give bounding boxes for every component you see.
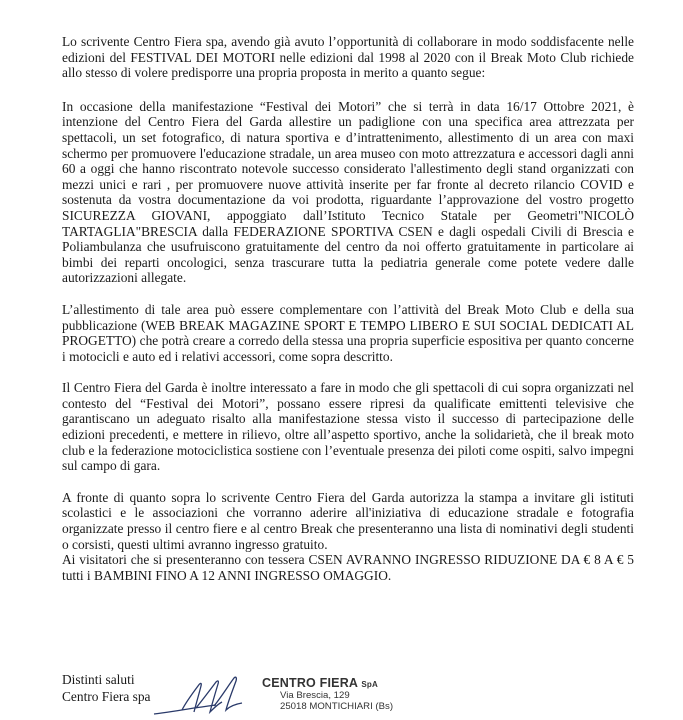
closing-greeting: Distinti saluti: [62, 672, 135, 687]
paragraph-emittenti: Il Centro Fiera del Garda è inoltre interessato a fare in modo che gli spettacoli di cui sopra organizzati nel contesto del “Festival dei Motori”, possano essere ripresi da qualificate emittenti televisive che garantiscano un adeguato risalto alla manifestazione stessa visto il successo di partecipazione delle edizioni precedenti, e mettere in rilievo, oltre all’aspetto sportivo, anche la solidarietà, che il break moto club e la federazione motociclistica sostiene con l’eventuale presenza dei piloti come ospiti, salvo impegni sul campo di gara.: [62, 380, 634, 474]
stamp-street: Via Brescia, 129: [280, 690, 350, 701]
paragraph-festival: In occasione della manifestazione “Festival dei Motori” che si terrà in data 16/17 Ottobre 2021, è intenzione del Centro Fiera del Garda allestire un padiglione con una specifica area attrezzata per spettacoli, un set fotografico, di natura sportiva e d’intrattenimento, allestimento di un area con maxi schermo per promuovere l'educazione stradale, un area museo con moto attrezzatura e accessori dagli anni 60 a oggi che hanno riscontrato notevole successo considerato l'allestimento degli stand organizzati con mezzi unici e rari , per promuovere nuove attività inserite per far fronte al decreto rilancio COVID e sostenuta da vostra documentazione da voi prodotta, riguardante l’approvazione del vostro progetto SICUREZZA GIOVANI, appoggiato dall’Istituto Tecnico Statale per Geometri"NICOLÒ TARTAGLIA"BRESCIA dalla FEDERAZIONE SPORTIVA CSEN e dagli ospedali Civili di Brescia e Poliambulanza che usufruiscono gratuitamente del centro da noi offerto gratuitamente in particolare ai bimbi dei reparti oncologici, senza trascurare tutta la pediatria generale come potete vedere dalle autorizzazioni allegate.: [62, 98, 634, 286]
handwritten-signature: [152, 672, 262, 718]
paragraph-stampa: A fronte di quanto sopra lo scrivente Centro Fiera del Garda autorizza la stampa a invitare gli istituti scolastici e le associazioni che vorranno aderire all'iniziativa di educazione stradale e fotografia organizzate presso il centro fiere e al centro Break che presenteranno una lista di nominativi degli studenti o corsisti, questi ultimi avranno ingresso gratuito.: [62, 489, 634, 552]
closing: [62, 671, 151, 705]
stamp-company-suffix: SpA: [361, 680, 378, 689]
paragraph-visitatori: Ai visitatori che si presenteranno con tessera CSEN AVRANNO INGRESSO RIDUZIONE DA € 8 A € 5 tutti i BAMBINI FINO A 12 ANNI INGRESSO OMAGGIO.: [62, 552, 634, 583]
stamp-city: 25018 MONTICHIARI (Bs): [280, 701, 394, 712]
company-stamp: [262, 676, 393, 712]
paragraph-allestimento: L’allestimento di tale area può essere complementare con l’attività del Break Moto Club e della sua pubblicazione (WEB BREAK MAGAZINE SPORT E TEMPO LIBERO E SUI SOCIAL DEDICATI AL PROGETTO) che potrà creare a corredo della stessa una propria superficie espositiva per quanto concerne i motocicli e auto ed i relativi accessori, come sopra descritto.: [62, 301, 634, 364]
paragraph-intro: Lo scrivente Centro Fiera spa, avendo già avuto l’opportunità di collaborare in modo soddisfacente nelle edizioni del FESTIVAL DEI MOTORI nelle edizioni dal 1998 al 2020 con il Break Moto Club richiede allo stesso di volere predisporre una propria proposta in merito a quanto segue:: [62, 34, 634, 81]
letter-body: [62, 34, 634, 583]
closing-sender: Centro Fiera spa: [62, 689, 151, 704]
stamp-company: CENTRO FIERA SpA: [262, 676, 378, 690]
